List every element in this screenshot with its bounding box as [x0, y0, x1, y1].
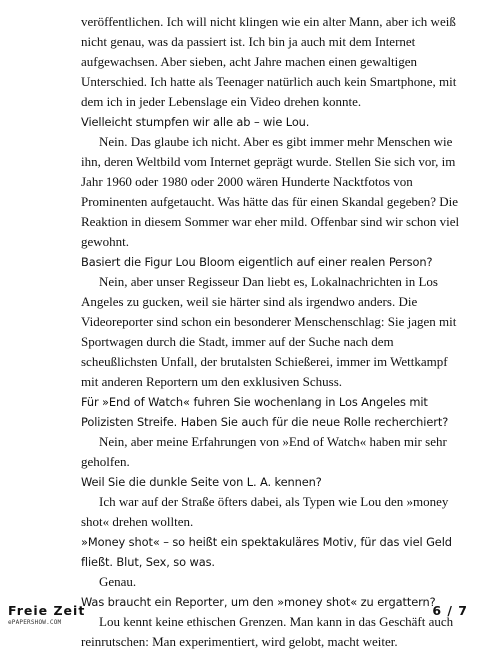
answer-paragraph: Ich war auf der Straße öfters dabei, als Typen wie Lou den »money shot« drehen wollten. [81, 494, 449, 529]
answer-paragraph: Lou kennt keine ethischen Grenzen. Man kann in das Geschäft auch reinrutschen: Man experimentiert, wird gelobt, macht weiter. [81, 614, 454, 649]
footer-left [8, 603, 85, 626]
answer-paragraph: Nein, aber unser Regisseur Dan liebt es, Lokalnachrichten in Los Angeles zu gucken, weil sie härter sind als irgendwo anders. Die Videoreporter sind schon ein besonderer Menschenschlag: Sie jagen mit Sportwagen durch die Stadt, immer auf der Suche nach dem scheußlichsten Unfall, der brutalsten Schießerei, immer im Wettkampf mit anderen Reportern um den exklusiven Schuss. [81, 274, 457, 389]
answer-paragraph: veröffentlichen. Ich will nicht klingen wie ein alter Mann, aber ich weiß nicht genau, was da passiert ist. Ich bin ja auch mit dem Internet aufgewachsen. Aber sieben, acht Jahre machen einen gewaltigen Unterschied. Ich hatte als Teenager natürlich auch kein Smartphone, mit dem ich in jeder Lebenslage ein Video drehen konnte. [81, 14, 457, 109]
answer-paragraph: Nein. Das glaube ich nicht. Aber es gibt immer mehr Menschen wie ihn, deren Weltbild vom Internet geprägt wurde. Stellen Sie sich vor, im Jahr 1960 oder 1980 oder 2000 wären Hunderte Nacktfotos von Prominenten aufgetaucht. Was hätte das für einen Skandal gegeben? Die Reaktion in diesem Sommer war eher mild. Offenbar sind wir schon viel gewohnt. [81, 134, 460, 249]
interview-question: Basiert die Figur Lou Bloom eigentlich auf einer realen Person? [81, 255, 433, 269]
interview-question: Für »End of Watch« fuhren Sie wochenlang in Los Angeles mit Polizisten Streife. Haben Sie auch für die neue Rolle recherchiert? [81, 395, 449, 429]
answer-paragraph: Genau. [99, 574, 137, 589]
interview-question: Weil Sie die dunkle Seite von L. A. kennen? [81, 475, 322, 489]
source-credit: ePAPERSHOW.COM [8, 619, 62, 626]
interview-question: Vielleicht stumpfen wir alle ab – wie Lou. [81, 115, 310, 129]
page-number: 6 / 7 [432, 603, 468, 618]
answer-paragraph: Nein, aber meine Erfahrungen von »End of Watch« haben mir sehr geholfen. [81, 434, 447, 469]
section-name: Freie Zeit [8, 603, 86, 618]
interview-question: Was braucht ein Reporter, um den »money shot« zu ergattern? [81, 595, 436, 609]
interview-question: »Money shot« – so heißt ein spektakuläres Motiv, für das viel Geld fließt. Blut, Sex, so was. [81, 535, 452, 569]
article-body [81, 12, 461, 652]
